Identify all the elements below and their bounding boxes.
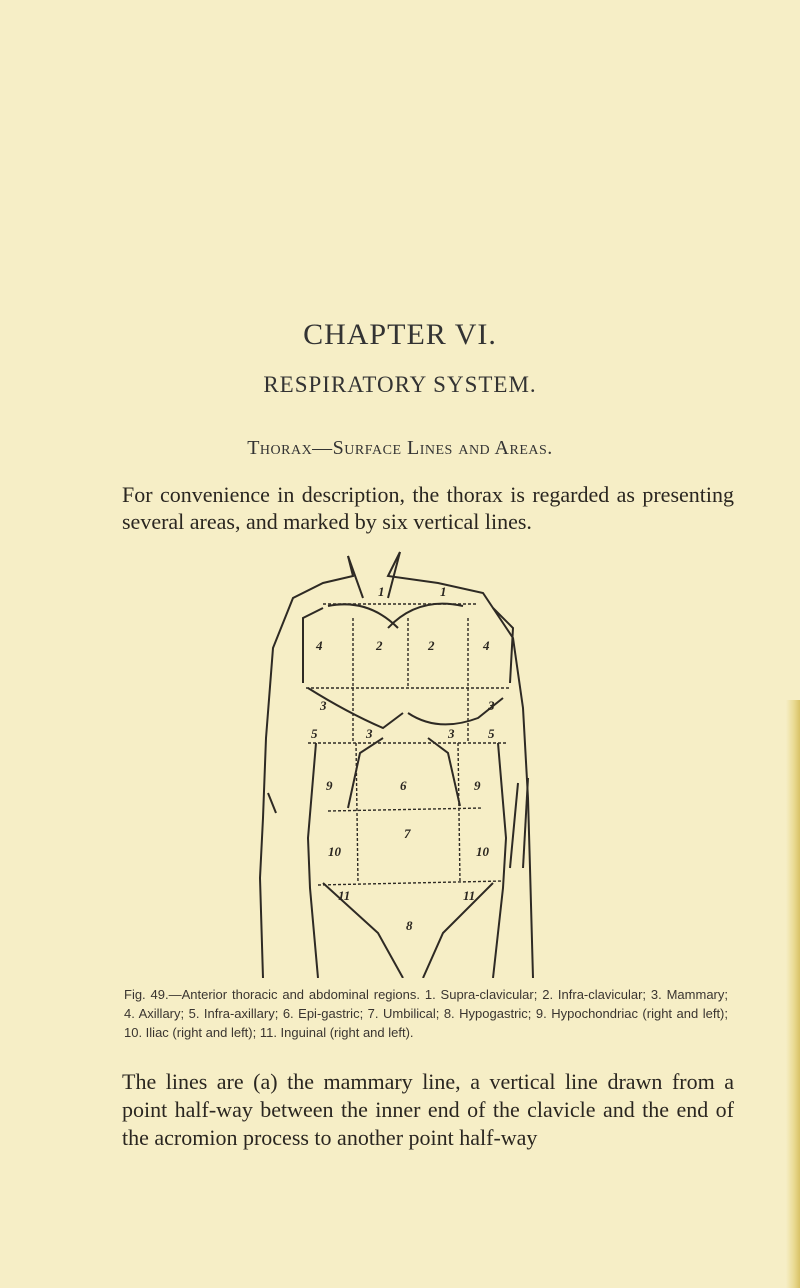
abdomen-left xyxy=(308,743,318,978)
clavicle-left xyxy=(328,604,398,628)
label-mammary-left: 3 xyxy=(320,698,327,713)
costal-left xyxy=(348,738,383,808)
label-iliac-right: 10 xyxy=(476,844,489,859)
label-infra-axillary-right-b: 3 xyxy=(448,726,455,741)
label-supra-right: 1 xyxy=(440,584,447,599)
inguinal-right xyxy=(423,883,493,978)
neck-right xyxy=(388,552,400,598)
subsection-title-text: Thorax—Surface Lines and Areas. xyxy=(247,437,553,459)
label-mammary-right: 3 xyxy=(488,698,495,713)
arm-right-2 xyxy=(523,778,528,868)
inner-chest-right xyxy=(493,608,513,683)
label-epigastric: 6 xyxy=(400,778,407,793)
thorax-diagram xyxy=(248,538,548,978)
figure-caption: Fig. 49.—Anterior thoracic and abdominal regions. 1. Supra-clavicular; 2. Infra-clavicular; 3. Mammary; 4. Axillary; 5. Infra-axillary; 6. Epi-gastric; 7. Umbilical; 8. Hypogastric; 9. Hypochondriac (right and left); 10. Iliac (right and left); 11. Inguinal (right and left). xyxy=(124,987,728,1040)
label-hypochondriac-right: 9 xyxy=(474,778,481,793)
subsection-title xyxy=(0,437,800,460)
label-infra-axillary-left-b: 3 xyxy=(366,726,373,741)
line-vertical-right-inner xyxy=(458,743,460,883)
figure-thorax-regions xyxy=(248,538,548,978)
intro-paragraph: For convenience in description, the thorax is regarded as presenting several areas, and marked by six vertical lines. xyxy=(122,482,734,534)
arm-left xyxy=(268,793,276,813)
chapter-title: CHAPTER VI. xyxy=(303,318,497,351)
label-supra-left: 1 xyxy=(378,584,385,599)
label-infra-right: 2 xyxy=(428,638,435,653)
inguinal-left xyxy=(323,883,403,978)
page-edge-shading xyxy=(786,700,800,1288)
clavicle-right xyxy=(388,604,463,628)
label-hypogastric: 8 xyxy=(406,918,413,933)
label-inguinal-left: 11 xyxy=(338,888,351,903)
label-infra-axillary-left: 5 xyxy=(311,726,318,741)
section-title: RESPIRATORY SYSTEM. xyxy=(263,372,537,397)
costal-right xyxy=(428,738,460,806)
label-infra-axillary-right: 5 xyxy=(488,726,495,741)
label-inguinal-right: 11 xyxy=(463,888,476,903)
label-hypochondriac-left: 9 xyxy=(326,778,333,793)
line-subcostal xyxy=(328,808,483,811)
label-axillary-left: 4 xyxy=(316,638,323,653)
label-iliac-left: 10 xyxy=(328,844,341,859)
arm-right xyxy=(510,783,518,868)
abdomen-right xyxy=(493,743,506,978)
line-intertubercular xyxy=(318,881,503,885)
label-infra-left: 2 xyxy=(376,638,383,653)
body-paragraph: The lines are (a) the mammary line, a vertical line drawn from a point half-way between the inner end of the clavicle and the end of the acromion process to another point half-way xyxy=(122,1069,734,1150)
torso-outline-left xyxy=(260,556,353,978)
label-axillary-right: 4 xyxy=(483,638,490,653)
label-umbilical: 7 xyxy=(404,826,411,841)
